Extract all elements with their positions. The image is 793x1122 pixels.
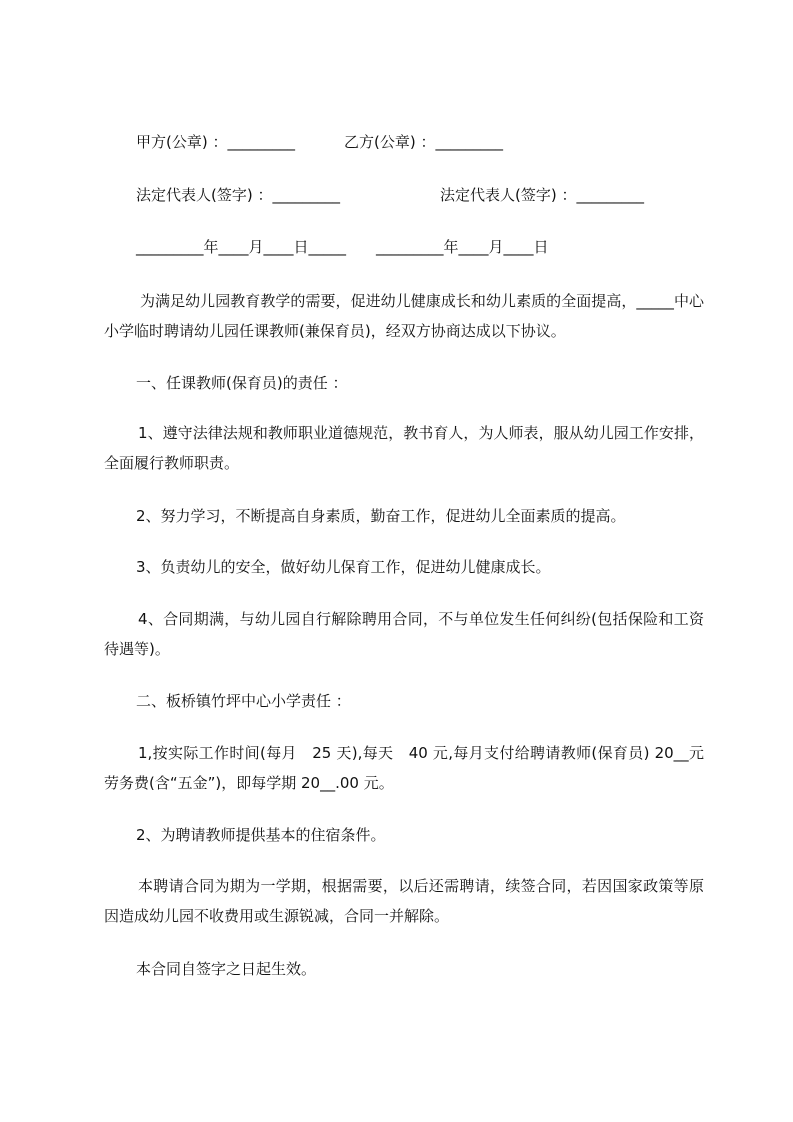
party-b-seal: 乙方(公章) ：_________ [344, 133, 503, 151]
closing-paragraph: 本聘请合同为期为一学期，根据需要，以后还需聘请，续签合同，若因国家政策等原因造成幼儿园不收费用或生源锐减，合同一并解除。 [104, 877, 704, 925]
section2-item-2: 2、为聘请教师提供基本的住宿条件。 [136, 826, 386, 844]
party-b-representative: 法定代表人(签字) ：_________ [440, 186, 644, 204]
section1-item-3: 3、负责幼儿的安全，做好幼儿保育工作，促进幼儿健康成长。 [136, 558, 551, 576]
party-a-date: _________年____月____日_____ [136, 238, 347, 256]
section2-item-1: 1,按实际工作时间(每月 25 天),每天 40 元,每月支付给聘请教师(保育员) 20__元劳务费(含“五金”)，即每学期 20__.00 元。 [104, 744, 704, 792]
section2-heading: 二、板桥镇竹坪中心小学责任 ： [136, 692, 351, 710]
intro-paragraph: 为满足幼儿园教育教学的需要，促进幼儿健康成长和幼儿素质的全面提高，_____中心小学临时聘请幼儿园任课教师(兼保育员)，经双方协商达成以下协议。 [104, 292, 704, 340]
section1-item-1: 1、遵守法律法规和教师职业道德规范，教书育人，为人师表，服从幼儿园工作安排，全面履行教师职责。 [104, 424, 704, 472]
effective-clause: 本合同自签字之日起生效。 [136, 960, 317, 978]
party-a-representative: 法定代表人(签字) ：_________ [136, 186, 340, 204]
section1-item-4: 4、合同期满，与幼儿园自行解除聘用合同，不与单位发生任何纠纷(包括保险和工资待遇等)。 [104, 610, 704, 658]
party-a-seal: 甲方(公章) ：_________ [136, 133, 295, 151]
section1-item-2: 2、努力学习，不断提高自身素质，勤奋工作，促进幼儿全面素质的提高。 [136, 507, 626, 525]
party-b-date: _________年____月____日 [376, 238, 549, 256]
section1-heading: 一、任课教师(保育员)的责任 ： [136, 374, 348, 392]
